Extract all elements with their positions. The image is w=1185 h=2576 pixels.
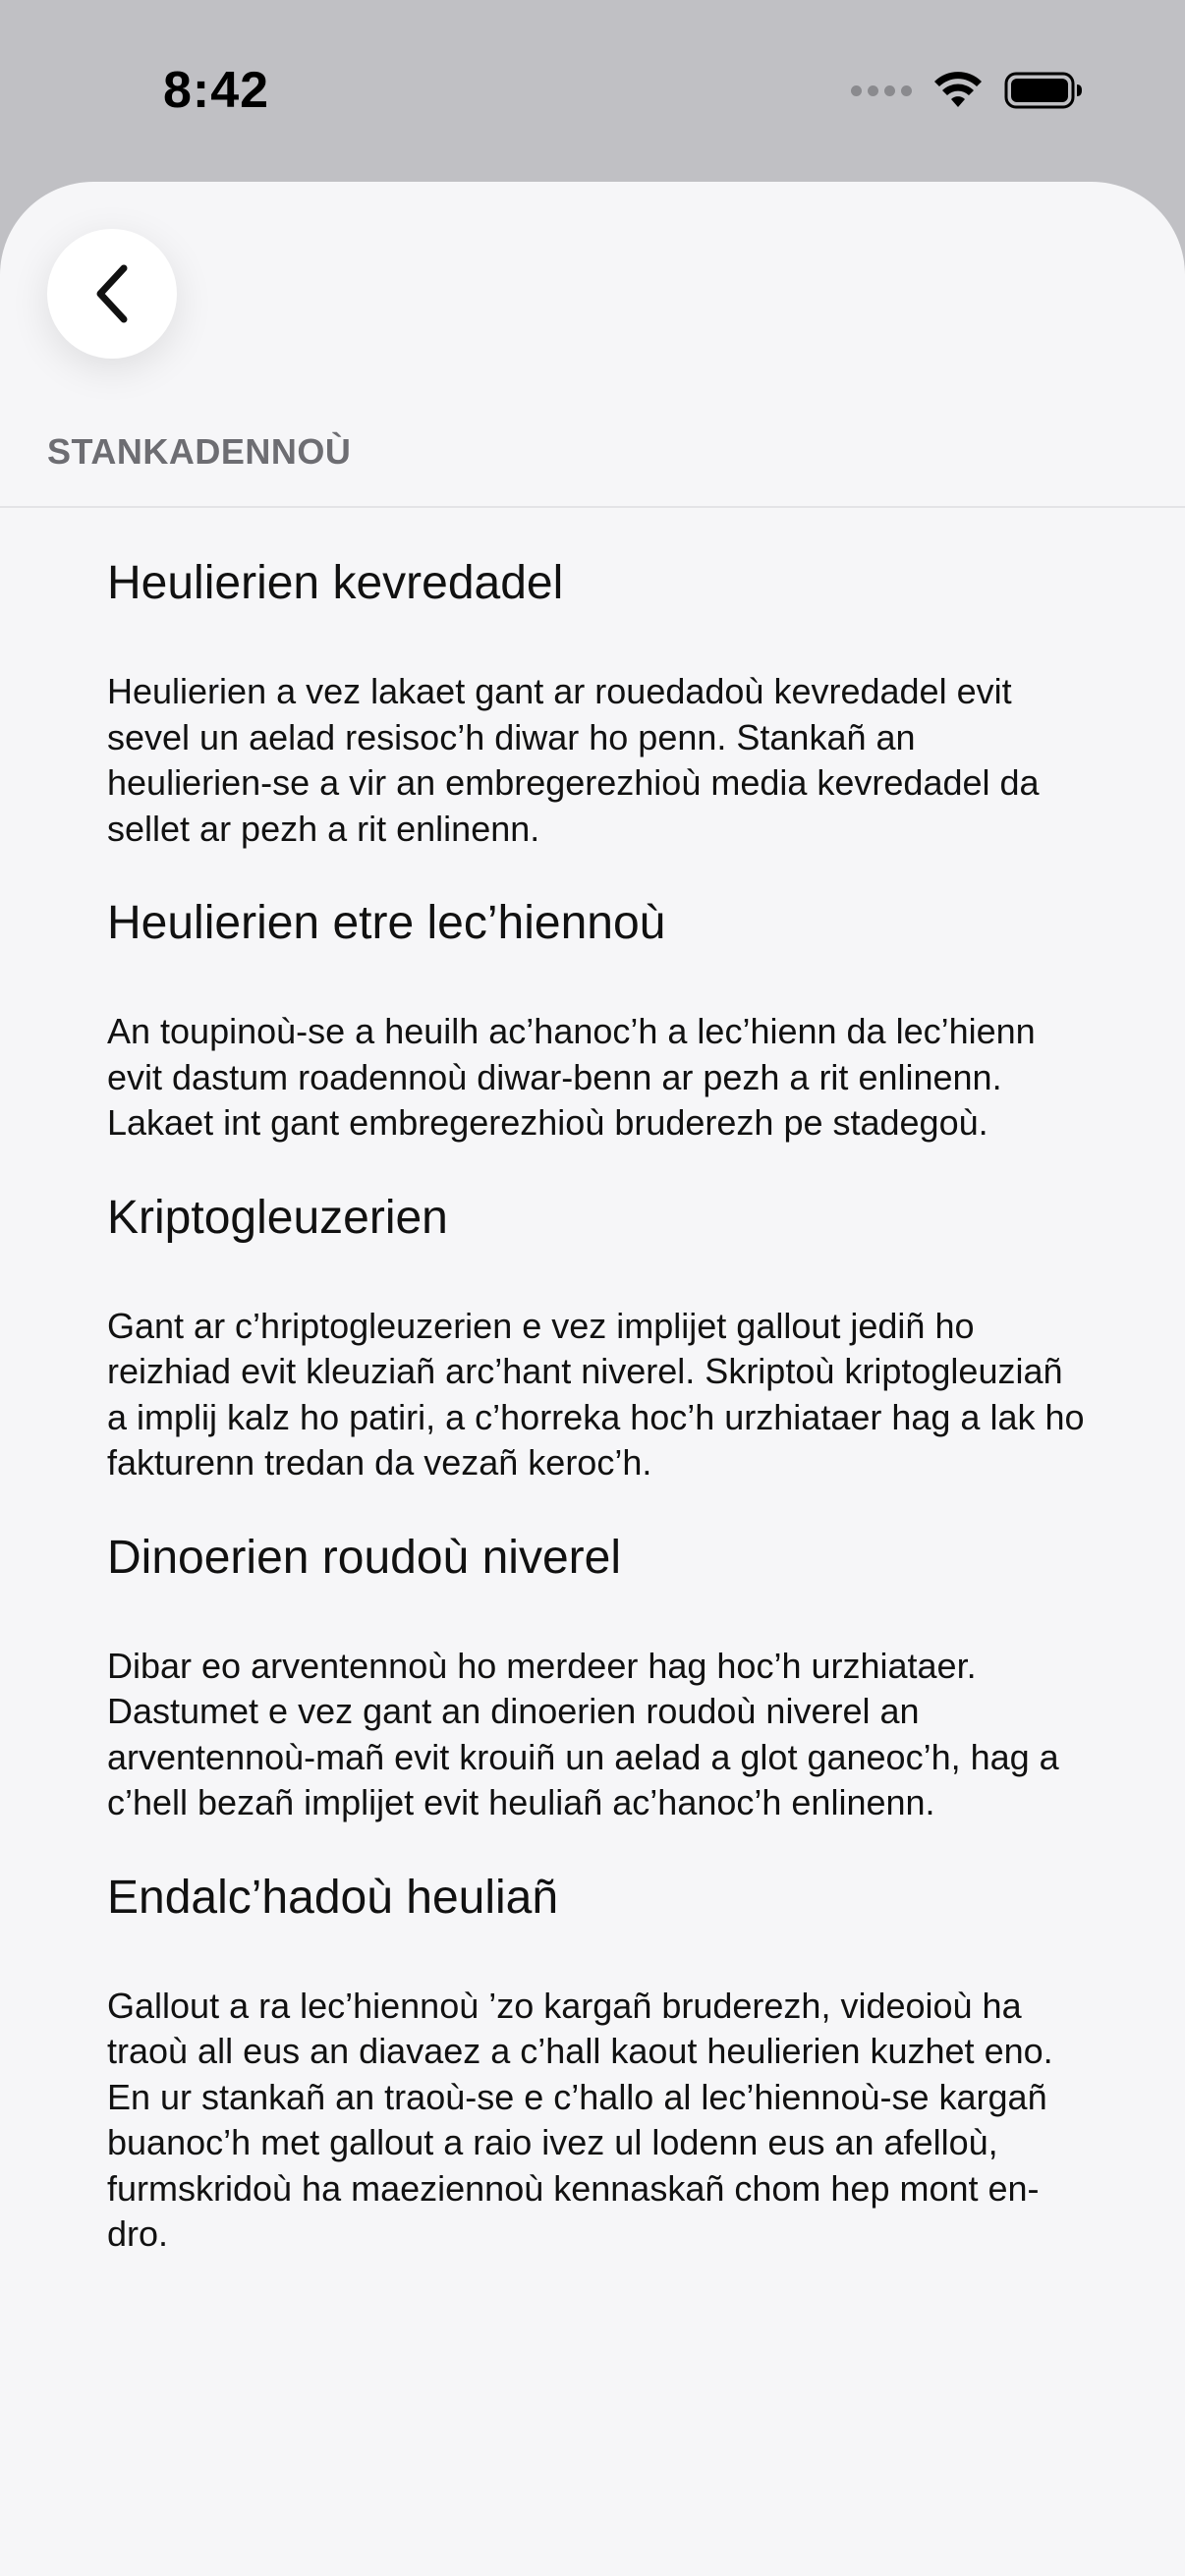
list-item [107,1190,1090,1486]
section-title: STANKADENNOÙ [47,431,352,472]
back-button[interactable] [47,229,177,359]
item-title: Heulierien etre lec’hiennoù [107,897,666,949]
list-item [107,1870,1090,2258]
item-description: Dibar eo arventennoù ho merdeer hag hoc’h urzhiataer. Dastumet e vez gant an dinoerien roudoù niverel an arventennoù-mañ evit krouiñ un aelad a glot ganeoc’h, hag a c’hell bezañ implijet evit heuliañ ac’hanoc’h enlinenn. [107,1645,1059,1822]
chevron-left-icon [90,262,134,325]
status-icons [851,71,1083,110]
item-description: Heulierien a vez lakaet gant ar rouedadoù kevredadel evit sevel un aelad resisoc’h diwar ho penn. Stankañ an heulierien-se a vir an embregerezhioù media kevredadel da sellet ar pezh a rit enlinenn. [107,671,1040,849]
tracker-list [107,555,1090,2301]
list-item [107,895,1090,1147]
item-title: Kriptogleuzerien [107,1191,448,1244]
wifi-icon [933,72,983,109]
divider [0,506,1185,508]
item-description: An toupinoù-se a heuilh ac’hanoc’h a lec’hienn da lec’hienn evit dastum roadennoù diwar-benn ar pezh a rit enlinenn. Lakaet int gant embregerezhioù bruderezh pe stadegoù. [107,1011,1036,1143]
item-description: Gant ar c’hriptogleuzerien e vez implijet gallout jediñ ho reizhiad evit kleuziañ arc’hant niverel. Skriptoù kriptogleuziañ a implij kalz ho patiri, a c’horreka hoc’h urzhiataer hag a lak ho fakturenn tredan da vezañ keroc’h. [107,1305,1085,1483]
item-title: Heulierien kevredadel [107,557,564,609]
list-item [107,555,1090,852]
status-bar [0,0,1185,182]
battery-icon [1004,71,1083,110]
item-title: Dinoerien roudoù niverel [107,1531,621,1584]
item-description: Gallout a ra lec’hiennoù ’zo kargañ bruderezh, videoioù ha traoù all eus an diavaez a c’hall kaout heulierien kuzhet eno. En ur stankañ an traoù-se e c’hallo al lec’hiennoù-se kargañ buanoc’h met gallout a raio ivez ul lodenn eus an afelloù, furmskridoù ha maeziennoù kennaskañ chom hep mont en-dro. [107,1985,1053,2254]
item-title: Endalc’hadoù heuliañ [107,1871,559,1924]
list-item [107,1530,1090,1826]
status-time: 8:42 [163,62,270,119]
cellular-signal-icon [851,85,912,96]
sheet [0,182,1185,2576]
